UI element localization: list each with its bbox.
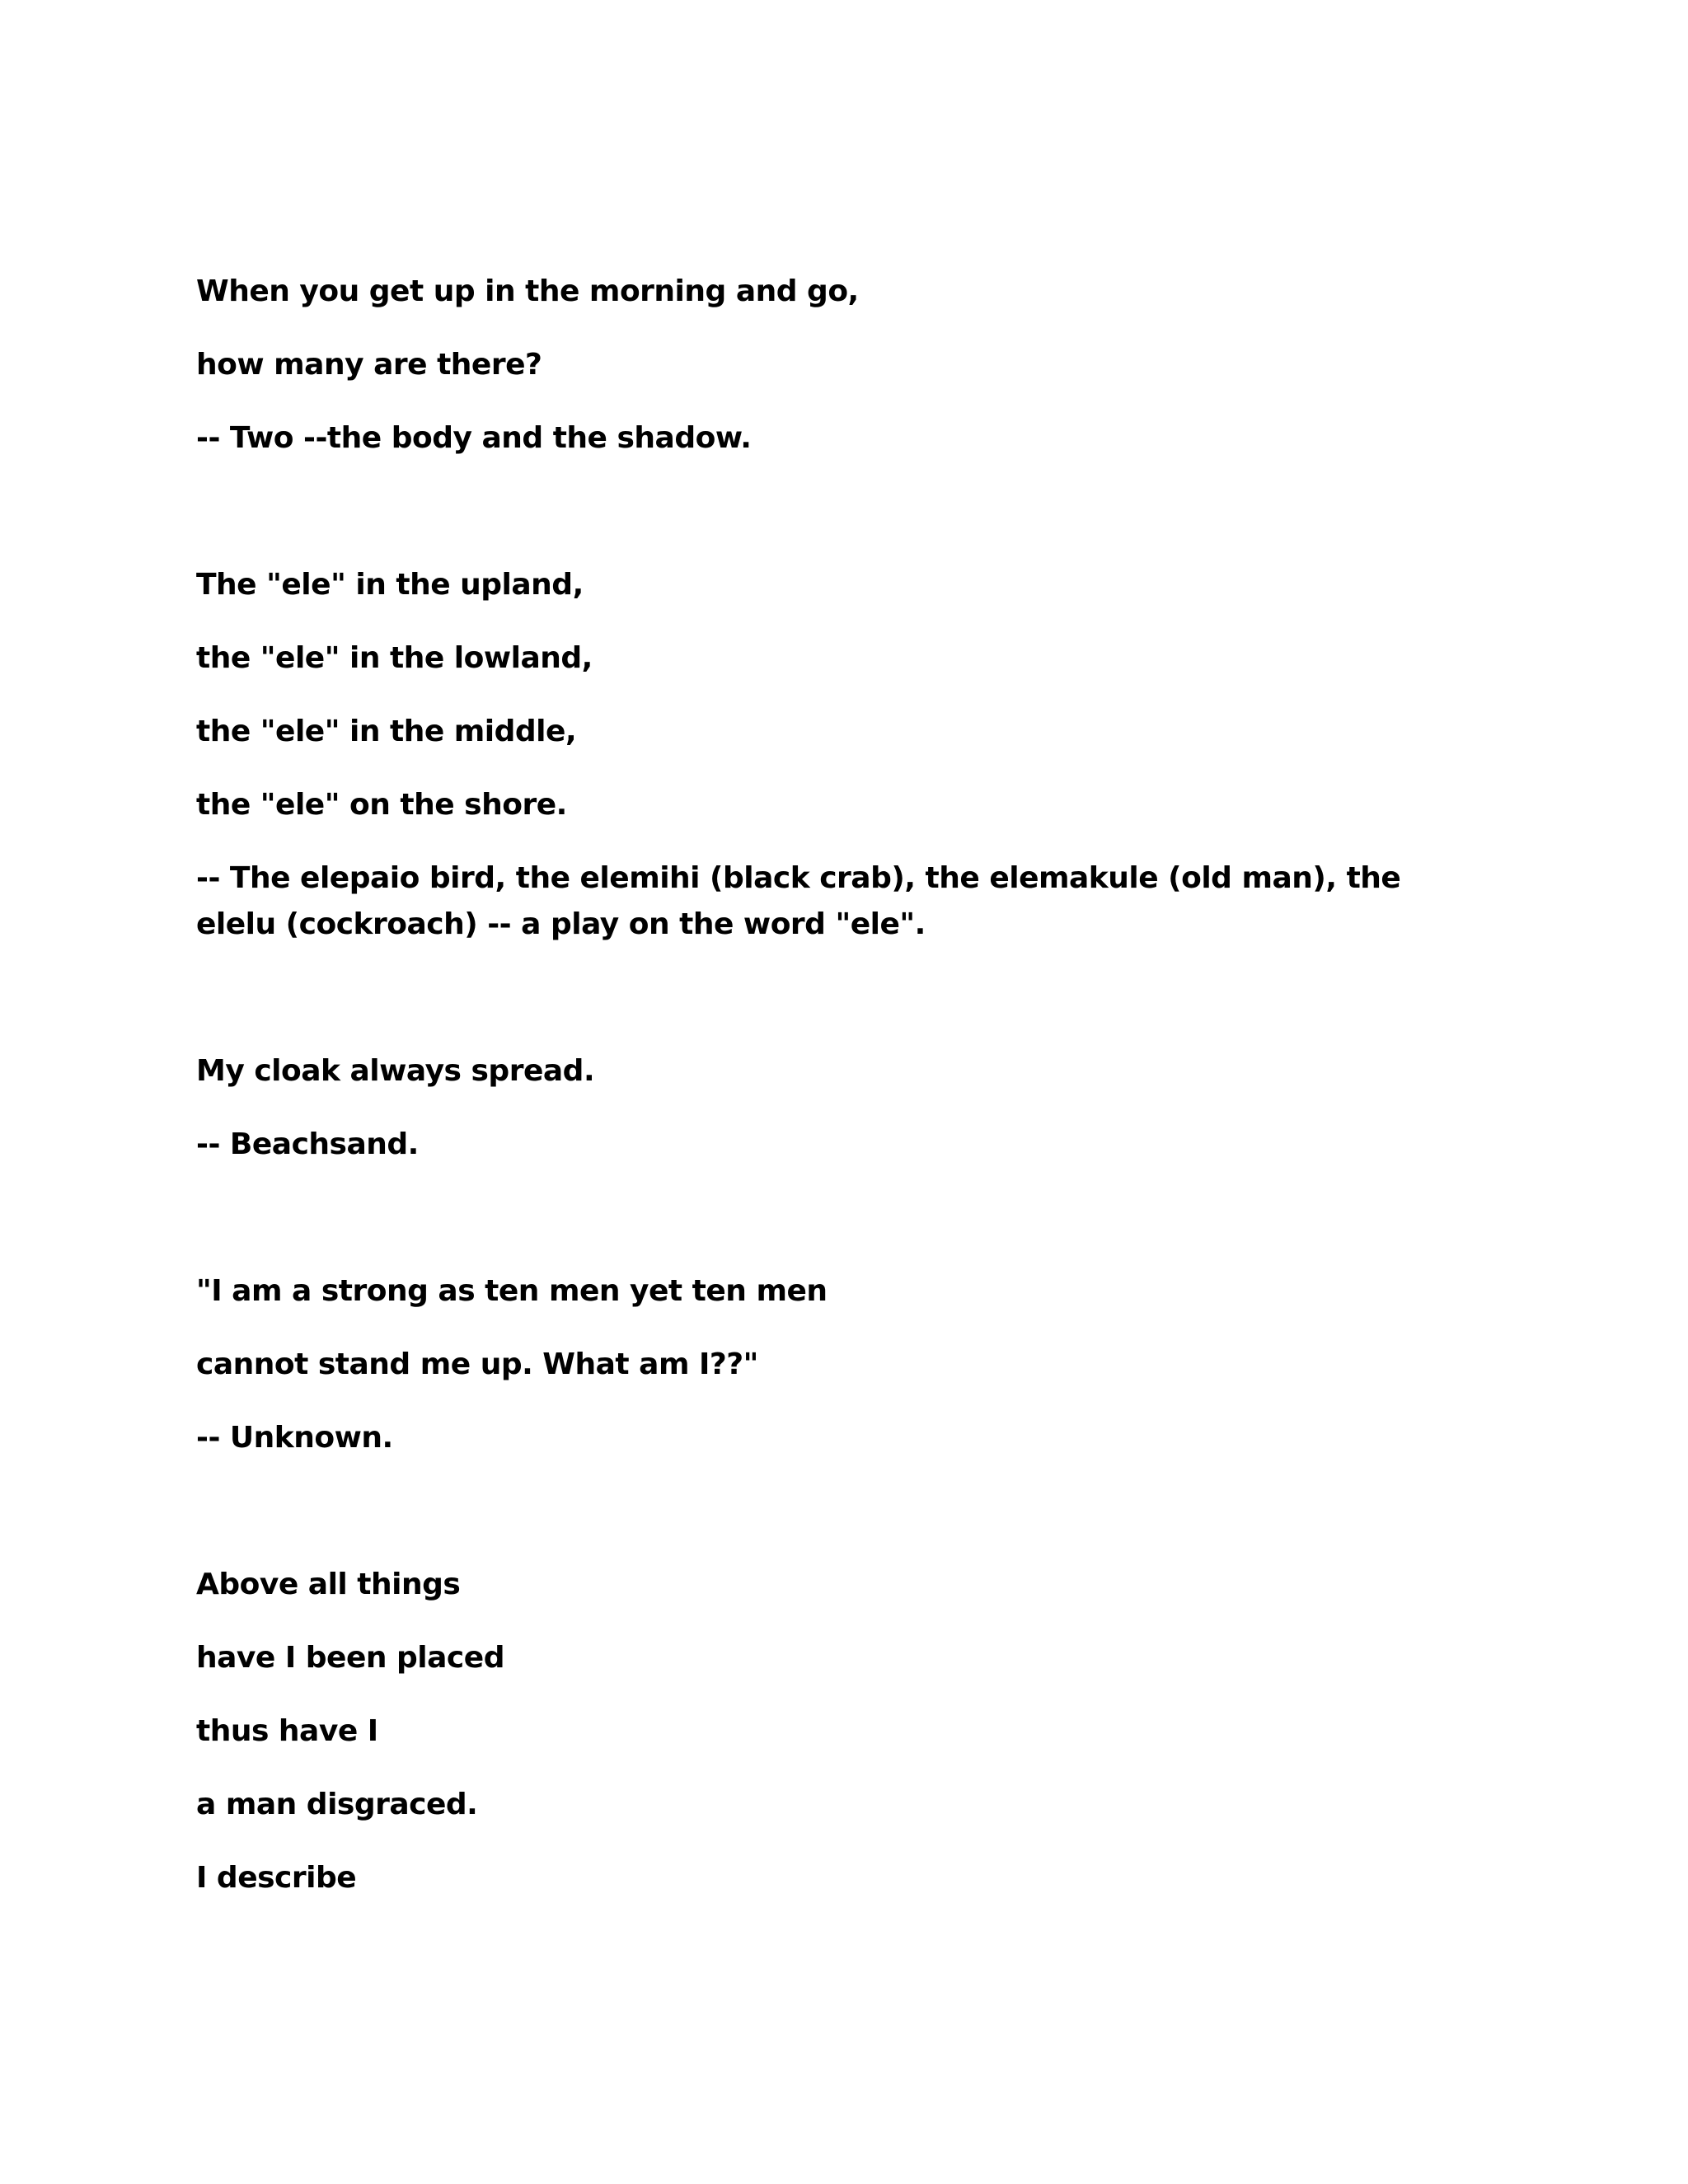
text-line: The "ele" in the upland, [196,568,584,602]
text-line: the "ele" in the middle, [196,715,577,748]
text-line: the "ele" on the shore. [196,788,567,822]
text-line: When you get up in the morning and go, [196,274,859,308]
riddle-block [196,562,1482,948]
answer-line: -- Beachsand. [196,1127,419,1161]
text-line: have I been placed [196,1641,504,1675]
document-body [196,269,1482,1929]
text-line: cannot stand me up. What am I??" [196,1347,758,1381]
text-line: how many are there? [196,348,542,382]
answer-line: -- The elepaio bird, the elemihi (black crab), the elemakule (old man), the elelu (cockroach) -- a play on the word "ele". [196,861,1401,941]
text-line: thus have I [196,1714,378,1748]
blank-line [196,489,1482,562]
text-line: I describe [196,1861,357,1895]
text-line: Above all things [196,1568,461,1601]
text-line: My cloak always spread. [196,1054,595,1088]
riddle-block [196,1268,1482,1461]
riddle-block [196,1562,1482,1901]
answer-line: -- Two --the body and the shadow. [196,421,752,455]
blank-line [196,975,1482,1048]
text-line: "I am a strong as ten men yet ten men [196,1274,828,1308]
blank-line [196,1488,1482,1562]
riddle-block [196,1048,1482,1168]
answer-line: -- Unknown. [196,1421,393,1455]
riddle-block [196,269,1482,462]
blank-line [196,1195,1482,1268]
text-line: the "ele" in the lowland, [196,641,593,675]
text-line: a man disgraced. [196,1788,478,1821]
